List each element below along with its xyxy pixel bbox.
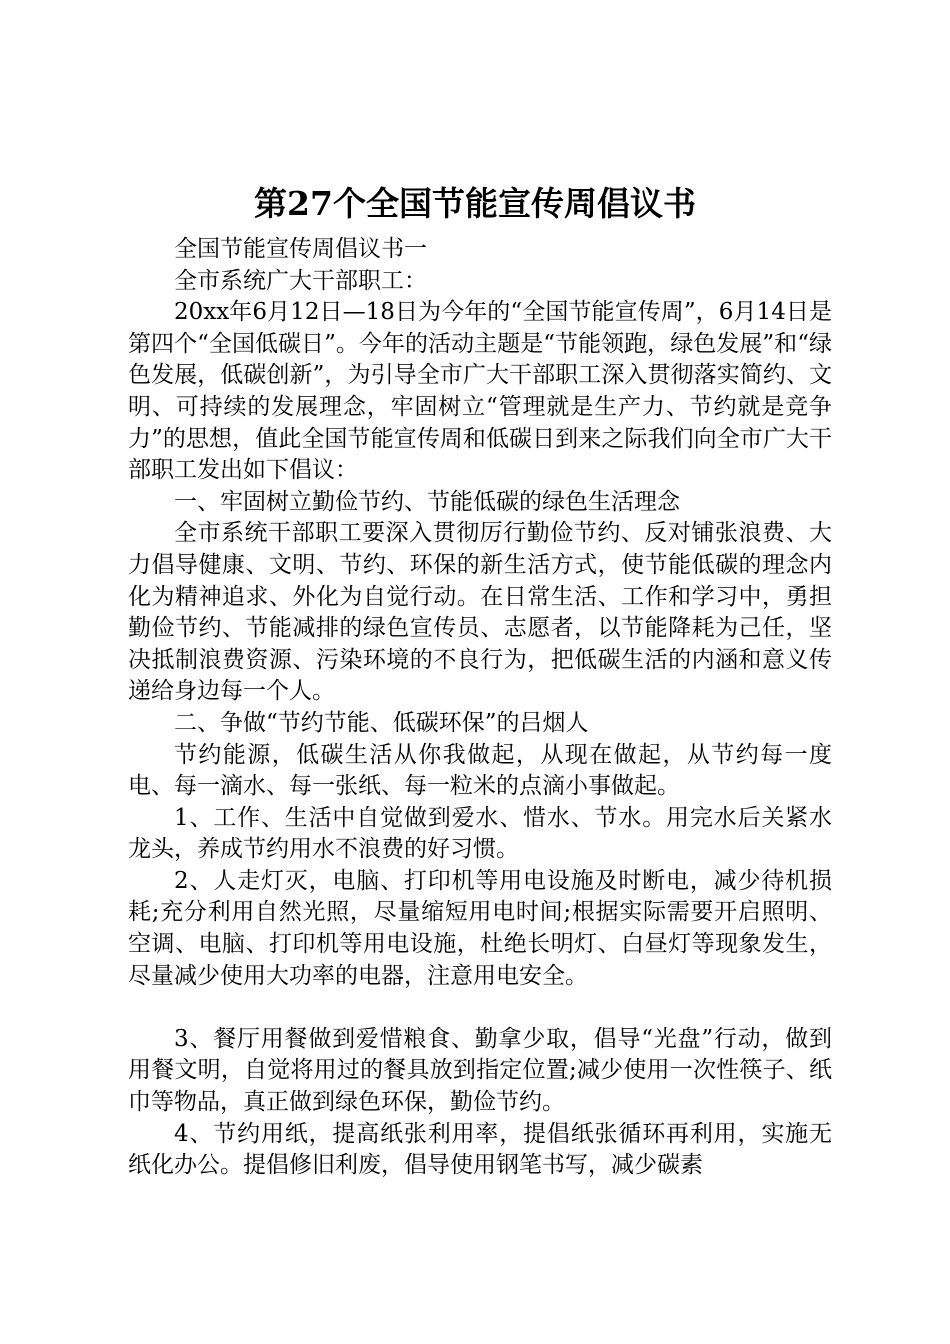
- paragraph-salutation: 全市系统广大干部职工：: [174, 267, 427, 294]
- list-item-3: 3、餐厅用餐做到爱惜粮食、勤拿少取，倡导“光盘”行动，做到用餐文明，自觉将用过的餐具放到指定位置;减少使用一次性筷子、纸巾等物品，真正做到绿色环保，勤俭节约。: [128, 1025, 832, 1116]
- section-heading-2: 二、争做“节约节能、低碳环保”的吕烟人: [174, 709, 589, 736]
- document-title: 第27个全国节能宣传周倡议书: [254, 184, 696, 223]
- section-heading-1: 一、牢固树立勤俭节约、节能低碳的绿色生活理念: [174, 488, 680, 515]
- paragraph-subtitle: 全国节能宣传周倡议书一: [174, 236, 427, 262]
- list-item-2: 2、人走灯灭，电脑、打印机等用电设施及时断电，减少待机损耗;充分利用自然光照，尽量缩短用电时间;根据实际需要开启照明、空调、电脑、打印机等用电设施，杜绝长明灯、白昼灯等现象发生，尽量减少使用大功率的电器，注意用电安全。: [128, 867, 832, 989]
- list-item-4: 4、节约用纸，提高纸张利用率，提倡纸张循环再利用，实施无纸化办公。提倡修旧利废，倡导使用钢笔书写，减少碳素: [128, 1120, 832, 1179]
- document-body: [128, 234, 832, 1182]
- paragraph-section-2: 节约能源，低碳生活从你我做起，从现在做起，从节约每一度电、每一滴水、每一张纸、每一粒米的点滴小事做起。: [128, 741, 832, 800]
- paragraph-intro: 20xx年6月12日—18日为今年的“全国节能宣传周”，6月14日是第四个“全国低碳日”。今年的活动主题是“节能领跑，绿色发展”和“绿色发展，低碳创新”，为引导全市广大干部职工深入贯彻落实简约、文明、可持续的发展理念，牢固树立“管理就是生产力、节约就是竞争力”的思想，值此全国节能宣传周和低碳日到来之际我们向全市广大干部职工发出如下倡议：: [128, 299, 832, 484]
- list-item-1: 1、工作、生活中自觉做到爱水、惜水、节水。用完水后关紧水龙头，养成节约用水不浪费的好习惯。: [128, 804, 832, 863]
- paragraph-section-1: 全市系统干部职工要深入贯彻厉行勤俭节约、反对铺张浪费、大力倡导健康、文明、节约、环保的新生活方式，使节能低碳的理念内化为精神追求、外化为自觉行动。在日常生活、工作和学习中，勇担勤俭节约、节能减排的绿色宣传员、志愿者，以节能降耗为己任，坚决抵制浪费资源、污染环境的不良行为，把低碳生活的内涵和意义传递给身边每一个人。: [128, 520, 832, 705]
